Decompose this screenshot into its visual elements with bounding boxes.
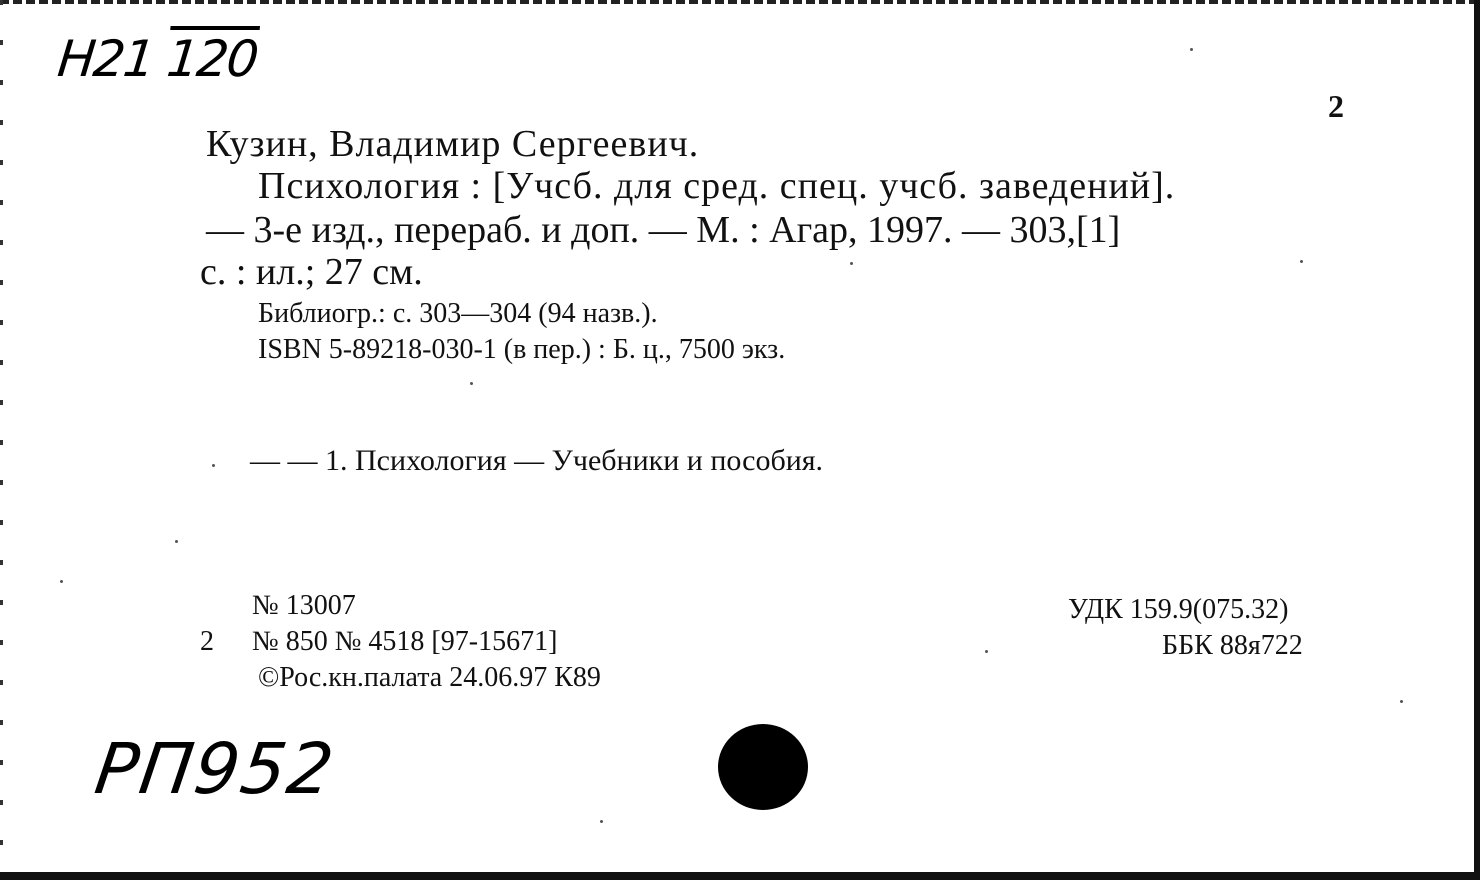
bbk-classification: ББК 88я722 <box>1162 630 1303 661</box>
author-heading: Кузин, Владимир Сергеевич. <box>206 123 700 165</box>
registration-mark: 2 <box>200 626 214 657</box>
book-chamber-imprint: ©Рос.кн.палата 24.06.97 К89 <box>258 662 601 693</box>
handwritten-shelf-mark-bottom: РП952 <box>90 728 341 810</box>
isbn-line: ISBN 5-89218-030-1 (в пер.) : Б. ц., 7500 экз. <box>258 334 786 365</box>
registration-numbers: № 850 № 4518 [97-15671] <box>252 626 558 657</box>
scan-speck <box>175 540 178 543</box>
shelf-mark-top-prefix: Н21 <box>54 30 157 88</box>
bibliography-note: Библиогр.: с. 303—304 (94 назв.). <box>258 298 658 329</box>
card-left-edge <box>0 0 3 880</box>
scan-speck <box>600 820 603 823</box>
registration-number: № 13007 <box>252 590 356 621</box>
card-number: 2 <box>1328 88 1344 124</box>
scan-speck <box>212 464 215 467</box>
card-bottom-edge <box>0 872 1480 880</box>
edition-publication-line: — 3-е изд., перераб. и доп. — М. : Агар, 1997. — 303,[1] <box>206 209 1121 251</box>
card-top-edge <box>0 0 1480 4</box>
scan-speck <box>1190 48 1193 51</box>
scan-speck <box>850 262 853 265</box>
subject-heading: — — 1. Психология — Учебники и пособия. <box>250 444 824 477</box>
handwritten-shelf-mark-top <box>55 30 260 88</box>
card-right-edge <box>1474 0 1480 880</box>
punch-hole <box>718 724 808 810</box>
scan-speck <box>985 650 988 653</box>
title-statement: Психология : [Учсб. для сред. спец. учсб. заведений]. <box>258 165 1176 207</box>
shelf-mark-top-suffix: 120 <box>164 30 260 88</box>
physical-description: с. : ил.; 27 см. <box>200 251 423 293</box>
scan-speck <box>1400 700 1403 703</box>
scan-speck <box>1300 260 1303 263</box>
scan-speck <box>470 382 473 385</box>
scan-speck <box>60 580 63 583</box>
udk-classification: УДК 159.9(075.32) <box>1068 594 1289 625</box>
